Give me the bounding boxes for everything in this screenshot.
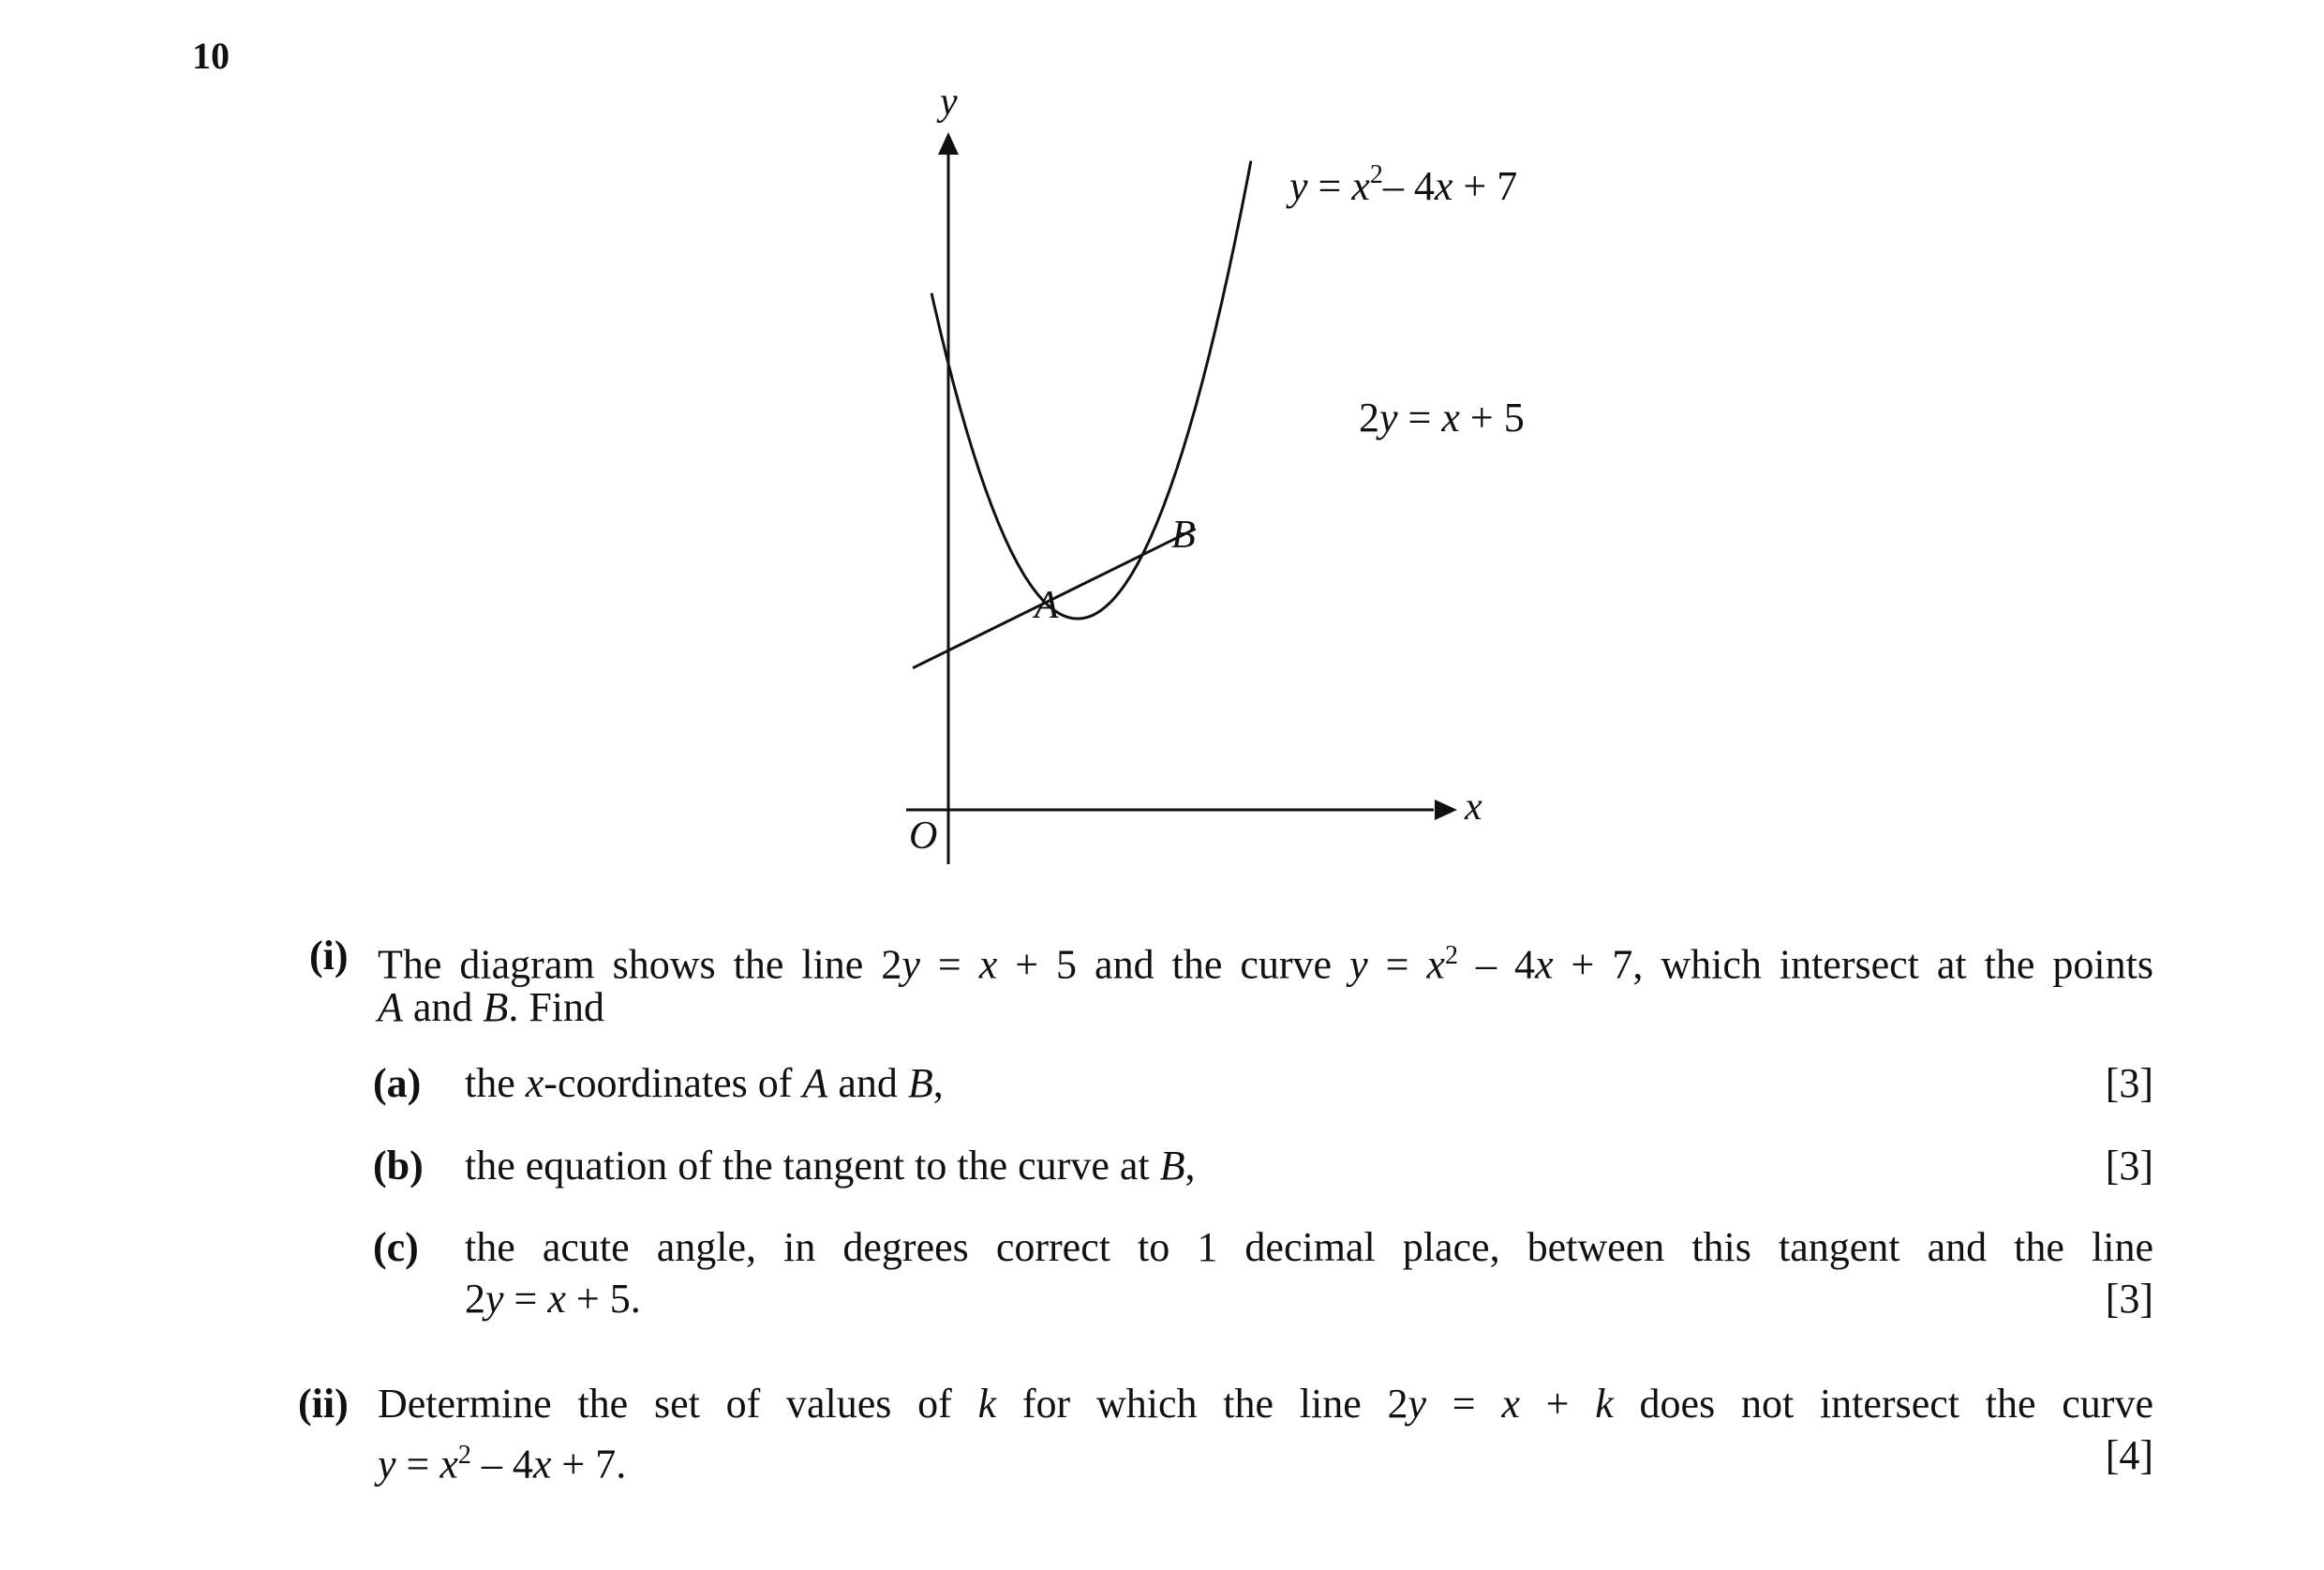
part-ii-text-line2: $y = x^2 - 4x + 7$. xyxy=(378,1441,627,1488)
y-axis-label: y xyxy=(940,81,958,124)
point-a-label: A xyxy=(1035,584,1059,627)
x-axis-arrowhead xyxy=(1435,800,1457,820)
part-ii-text-line1: Determine the set of values of k for which the line 2y = x + k does not intersect the curve xyxy=(378,1381,2153,1427)
point-b-label: B xyxy=(1171,514,1196,557)
part-a-text: the x-coordinates of A and B, xyxy=(465,1060,944,1106)
part-c-label: (c) xyxy=(373,1224,419,1270)
part-a xyxy=(373,1057,2153,1109)
part-c-marks: [3] xyxy=(2105,1276,2153,1322)
part-a-marks: [3] xyxy=(2105,1060,2153,1106)
part-c xyxy=(373,1221,2153,1324)
part-i-text-line1: The diagram shows the line 2y = x + 5 and the curve $y = x^2 - 4x + 7$, which intersect at the points xyxy=(378,941,2153,988)
part-b xyxy=(373,1140,2153,1191)
y-axis-arrowhead xyxy=(938,132,959,155)
part-a-label: (a) xyxy=(373,1060,422,1106)
x-axis-label: x xyxy=(1465,785,1482,829)
question-number: 10 xyxy=(192,35,230,77)
origin-label: O xyxy=(909,815,938,858)
part-b-label: (b) xyxy=(373,1143,424,1189)
curve-equation-label: $y = x^2-$ 4x + 7 xyxy=(1289,160,1518,209)
part-ii xyxy=(298,1378,2153,1488)
parabola-curve xyxy=(931,161,1251,619)
part-ii-marks: [4] xyxy=(2105,1432,2153,1478)
line-equation-label: 2y = x + 5 xyxy=(1359,395,1525,441)
part-c-text-line2: 2y = x + 5. xyxy=(465,1276,641,1322)
part-c-text-line1: the acute angle, in degrees correct to 1 decimal place, between this tangent and the line xyxy=(465,1224,2153,1270)
part-b-text: the equation of the tangent to the curve at B, xyxy=(465,1143,1196,1189)
part-ii-label: (ii) xyxy=(298,1381,349,1427)
part-i-label: (i) xyxy=(309,933,349,979)
part-b-marks: [3] xyxy=(2105,1143,2153,1189)
part-i-text-line2: A and B. Find xyxy=(378,984,605,1030)
part-i xyxy=(298,930,2153,1033)
